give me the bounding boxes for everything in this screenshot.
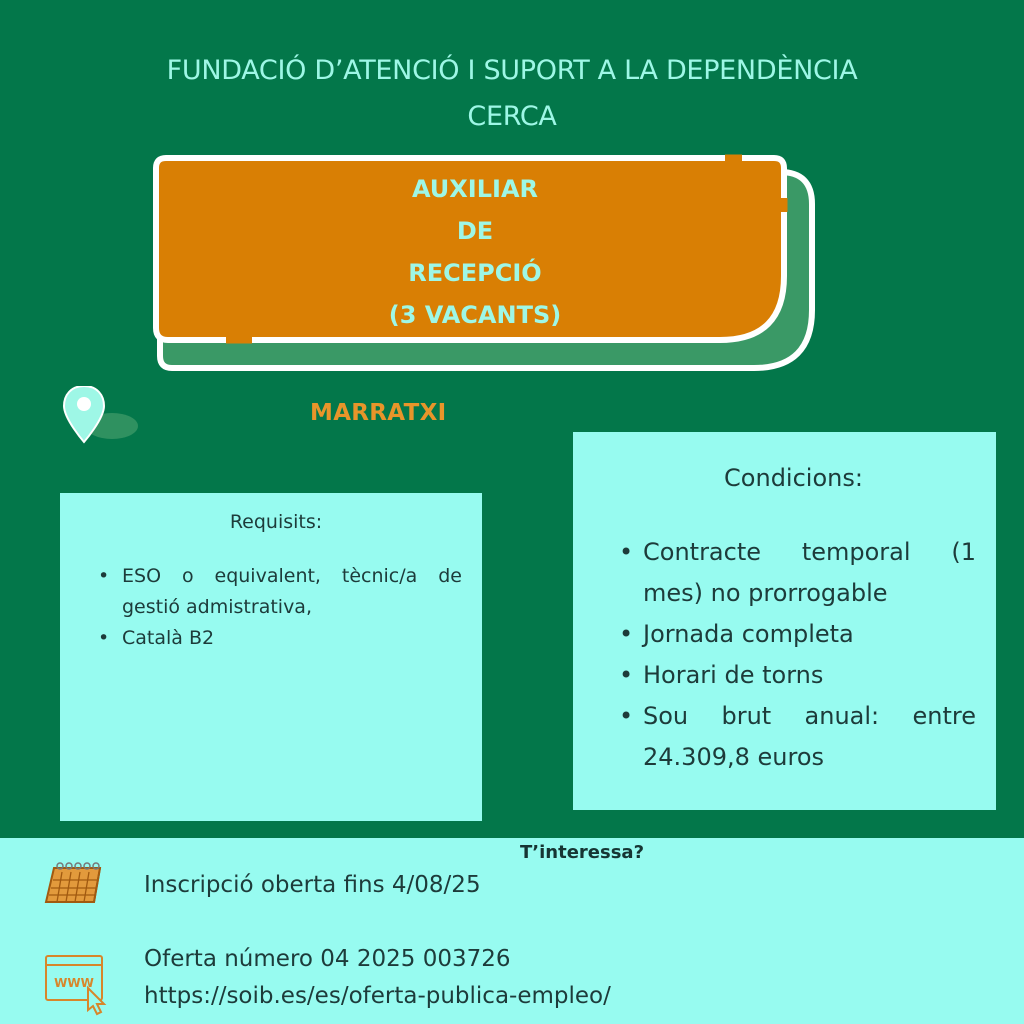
requirements-list [90, 561, 462, 654]
job-title-line-2: DE [456, 217, 494, 245]
organization-name: FUNDACIÓ D’ATENCIÓ I SUPORT A LA DEPENDÈNCIA [166, 55, 858, 86]
offer-url-link[interactable]: https://soib.es/es/oferta-publica-empleo/ [144, 983, 611, 1009]
offer-number: Oferta número 04 2025 003726 [144, 946, 511, 972]
search-heading: CERCA [467, 101, 557, 132]
job-title-line-4: (3 VACANTS) [388, 301, 562, 329]
conditions-list [611, 532, 976, 778]
condition-item: • Sou brut anual: entre 24.309,8 euros [611, 696, 976, 778]
contact-footer [0, 838, 1024, 1024]
organization-header [0, 48, 1024, 140]
conditions-title: Condicions: [724, 464, 863, 492]
job-title-box [150, 150, 818, 378]
www-cursor-icon [44, 952, 114, 1020]
requirements-card [60, 493, 482, 821]
requirement-item: • ESO o equivalent, tècnic/a de gestió admistrativa, [90, 561, 462, 623]
conditions-card [573, 432, 996, 810]
registration-deadline: Inscripció oberta fins 4/08/25 [144, 872, 481, 898]
requirements-title: Requisits: [229, 511, 323, 533]
job-title [150, 168, 800, 336]
condition-item: • Horari de torns [611, 655, 976, 696]
calendar-icon [42, 860, 106, 914]
requirement-item: • Català B2 [90, 623, 462, 654]
condition-item: • Contracte temporal (1 mes) no prorrogable [611, 532, 976, 614]
condition-item: • Jornada completa [611, 614, 976, 655]
map-pin-icon [62, 386, 142, 452]
svg-text:WWW: WWW [54, 976, 94, 990]
job-title-line-3: RECEPCIÓ [408, 259, 542, 287]
job-title-line-1: AUXILIAR [411, 175, 539, 203]
job-location: MARRATXI [310, 400, 447, 426]
interest-question: T’interessa? [520, 842, 645, 863]
